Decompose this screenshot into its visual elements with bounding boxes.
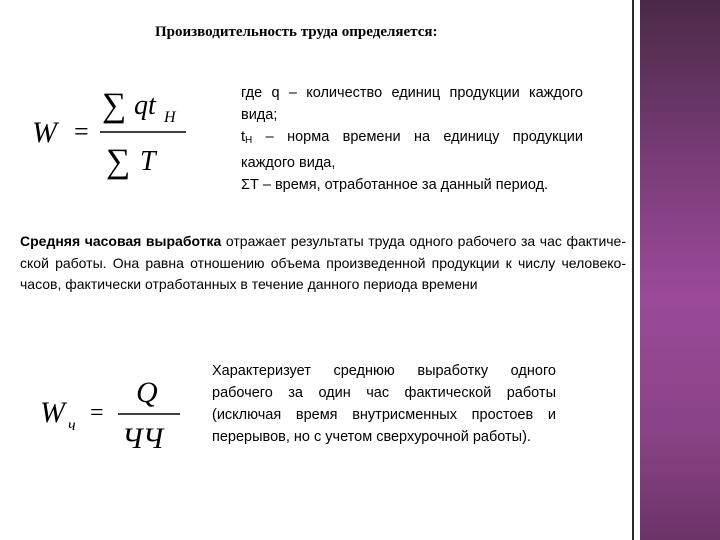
hourly-output-text: отражает результаты труда одного рабочего за час фактиче-ской работы. Она равна отношению объема произведенной продукции к числу человеко-часов, фактически отработанных в течение данного периода времени (20, 233, 627, 292)
formula1-num-sub: Н (164, 109, 176, 126)
definition-tn (241, 126, 583, 174)
formula2-den: ЧЧ (122, 422, 164, 455)
formula2-lhs: W (40, 396, 65, 429)
formula1-den-var: T (140, 146, 156, 177)
formula1-num-sigma: ∑ (102, 87, 127, 124)
side-divider-line (632, 0, 634, 540)
formula2-lhs-sub: ч (68, 417, 76, 434)
hourly-output-paragraph (20, 231, 626, 296)
productivity-formula (30, 78, 240, 188)
formula1-eq: = (74, 117, 89, 146)
decorative-side-panel (640, 0, 720, 540)
definition-sum-t: ΣТ – время, отработанное за данный период. (241, 177, 549, 193)
hourly-output-formula (38, 368, 188, 458)
definition-tn-subscript: Н (245, 135, 253, 146)
formula1-den-sigma: ∑ (106, 143, 131, 180)
definition-q: где q – количество единиц продукции каждого вида; (241, 85, 583, 123)
formula-definitions (241, 82, 583, 196)
slide-title: Производительность труда определяется: (155, 24, 438, 40)
formula2-num: Q (136, 376, 158, 409)
formula1-num-var: qt (134, 90, 156, 121)
definition-tn-text: – норма времени на единицу продукции каждого вида, (241, 129, 583, 171)
hourly-output-term: Средняя часовая выработка (20, 233, 222, 249)
hourly-output-description: Характеризует среднюю выработку одного рабочего за один час фактической работы (исключая время внутрисменных простоев и перерывов, но с учетом сверхурочной работы). (212, 363, 556, 445)
formula2-eq: = (90, 400, 104, 426)
definition-tn-symbol: t (241, 129, 246, 145)
formula1-lhs: W (32, 116, 57, 149)
